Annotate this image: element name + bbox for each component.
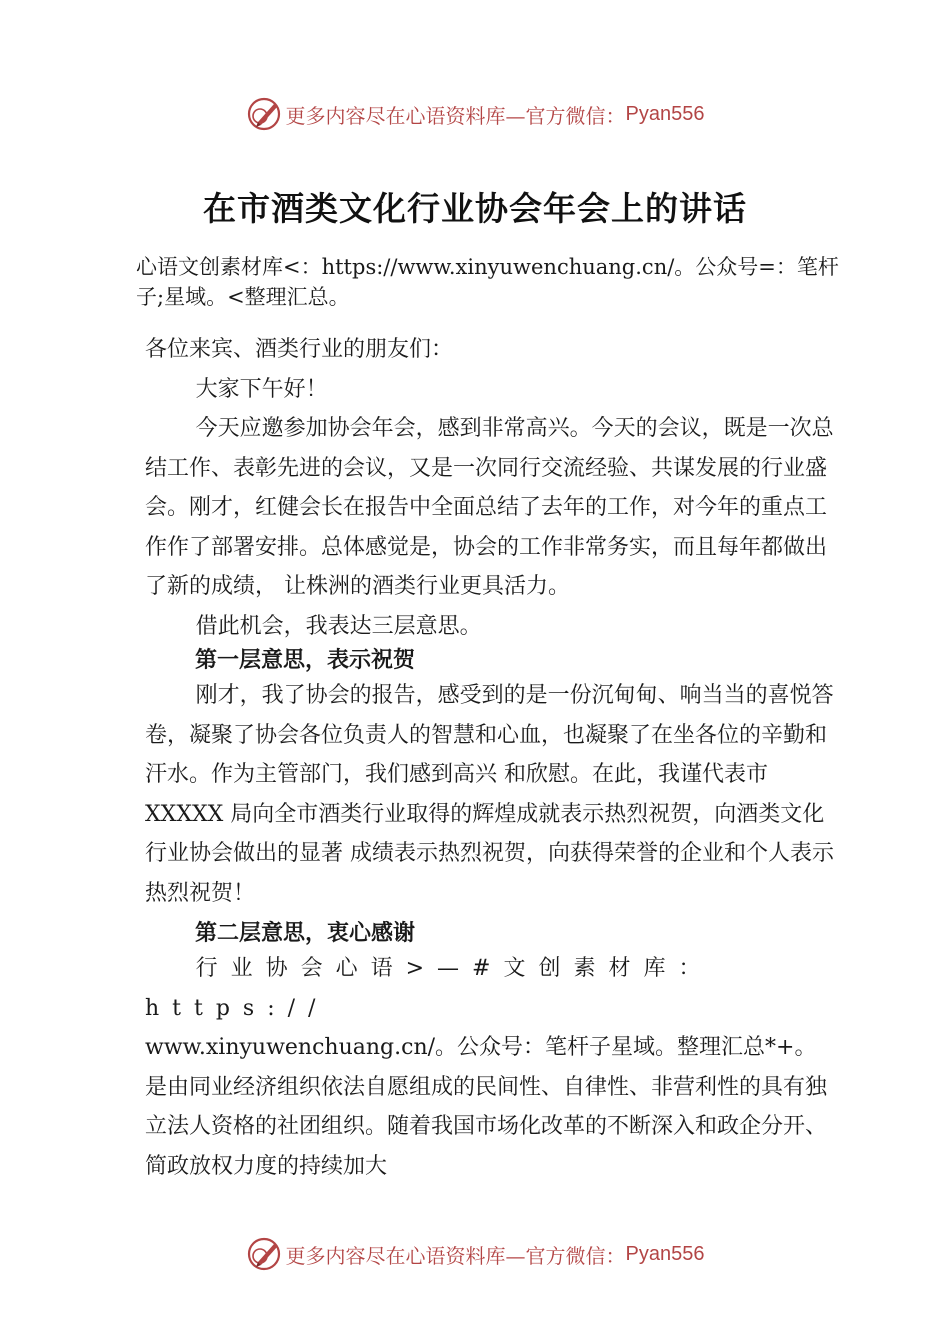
pen-seal-icon	[246, 96, 282, 132]
salutation: 各位来宾、酒类行业的朋友们：	[145, 337, 454, 362]
paragraph-4: www.xinyuwenchuang.cn/。公众号：笔杆子星域。整理汇总*+。是由同业经济组织依法自愿组成的民间性、自律性、非营利性的具有独立法人资格的社团组织。随着我国市场化改革的不断深入和政企分开、简政放权力度的持续加大	[145, 1035, 828, 1179]
section-heading-2: 第二层意思，衷心感谢	[195, 921, 416, 946]
footer-banner	[0, 1234, 950, 1274]
paragraph-4-spaced-line: 行业协会心语>—#文创素材库：https://	[145, 956, 714, 1021]
banner-text: 更多内容尽在心语资料库—官方微信：	[285, 103, 626, 128]
header-banner	[0, 94, 950, 134]
paragraph-2: 借此机会，我表达三层意思。	[195, 613, 482, 639]
section-heading-1: 第一层意思，表示祝贺	[195, 648, 416, 673]
banner-wechat-id: Pyan556	[625, 102, 705, 125]
paragraph-3: 刚才，我了协会的报告，感受到的是一份沉甸甸、响当当的喜悦答卷，凝聚了协会各位负责人的智慧和心血，也凝聚了在坐各位的辛勤和汗水。作为主管部门，我们感到高兴 和欣慰。在此，我谨代表市 XXXXX 局向全市酒类行业取得的辉煌成就表示热烈祝贺，向酒类文化行业协会做出的显著 成绩表示热烈祝贺，向获得荣誉的企业和个人表示热烈祝贺！	[145, 683, 834, 906]
source-line: 心语文创素材库<：https://www.xinyuwenchuang.cn/。公众号=：笔杆子;星域。<整理汇总。	[136, 255, 839, 309]
greeting: 大家下午好！	[195, 376, 328, 402]
document-body	[145, 330, 835, 1186]
banner-text: 更多内容尽在心语资料库—官方微信：	[285, 1243, 626, 1268]
pen-seal-icon	[246, 1236, 282, 1272]
paragraph-1: 今天应邀参加协会年会，感到非常高兴。今天的会议，既是一次总结工作、表彰先进的会议，又是一次同行交流经验、共谋发展的行业盛会。刚才，红健会长在报告中全面总结了去年的工作，对今年的重点工作作了部署安排。总体感觉是，协会的工作非常务实，而且每年都做出了新的成绩， 让株洲的酒类行业更具活力。	[145, 416, 834, 599]
banner-wechat-id: Pyan556	[625, 1242, 705, 1265]
document-title: 在市酒类文化行业协会年会上的讲话	[203, 189, 747, 228]
